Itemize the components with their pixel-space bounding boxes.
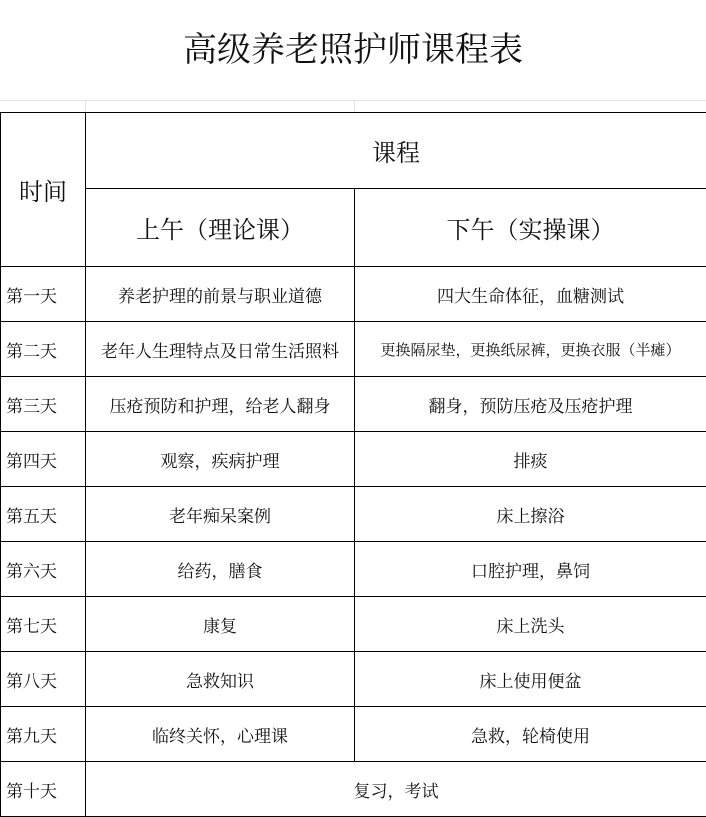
- table-row: [1, 377, 706, 432]
- afternoon-cell[interactable]: 床上洗头: [355, 597, 706, 652]
- header-row-course: [1, 113, 706, 189]
- day-cell[interactable]: 第一天: [1, 267, 86, 322]
- day-cell[interactable]: 第七天: [1, 597, 86, 652]
- table-row: [1, 542, 706, 597]
- table-row: [1, 267, 706, 322]
- page-title: 高级养老照护师课程表: [0, 0, 706, 100]
- afternoon-cell[interactable]: 翻身，预防压疮及压疮护理: [355, 377, 706, 432]
- morning-cell[interactable]: 临终关怀，心理课: [86, 707, 355, 762]
- day-cell[interactable]: 第九天: [1, 707, 86, 762]
- day-cell[interactable]: 第八天: [1, 652, 86, 707]
- afternoon-cell[interactable]: 急救，轮椅使用: [355, 707, 706, 762]
- table-row: [1, 597, 706, 652]
- morning-cell[interactable]: 老年痴呆案例: [86, 487, 355, 542]
- day-cell[interactable]: 第四天: [1, 432, 86, 487]
- table-row: [1, 652, 706, 707]
- afternoon-cell[interactable]: 口腔护理，鼻饲: [355, 542, 706, 597]
- afternoon-cell[interactable]: 四大生命体征，血糖测试: [355, 267, 706, 322]
- table-row: [1, 707, 706, 762]
- afternoon-cell[interactable]: 更换隔尿垫，更换纸尿裤，更换衣服（半瘫）: [355, 322, 706, 377]
- table-row: [1, 322, 706, 377]
- morning-cell[interactable]: 压疮预防和护理，给老人翻身: [86, 377, 355, 432]
- day-cell[interactable]: 第三天: [1, 377, 86, 432]
- afternoon-cell[interactable]: 床上使用便盆: [355, 652, 706, 707]
- afternoon-cell[interactable]: 床上擦浴: [355, 487, 706, 542]
- day-cell[interactable]: 第二天: [1, 322, 86, 377]
- day-cell[interactable]: 第五天: [1, 487, 86, 542]
- header-time-cell[interactable]: 时间: [1, 113, 86, 267]
- day-cell[interactable]: 第十天: [1, 762, 86, 817]
- day-cell[interactable]: 第六天: [1, 542, 86, 597]
- table-row: [1, 487, 706, 542]
- morning-cell[interactable]: 老年人生理特点及日常生活照料: [86, 322, 355, 377]
- header-afternoon-cell[interactable]: 下午（实操课）: [355, 189, 706, 267]
- morning-cell[interactable]: 观察，疾病护理: [86, 432, 355, 487]
- morning-cell[interactable]: 给药，膳食: [86, 542, 355, 597]
- table-row: [1, 432, 706, 487]
- header-morning-cell[interactable]: 上午（理论课）: [86, 189, 355, 267]
- header-row-sessions: [1, 189, 706, 267]
- morning-cell[interactable]: 养老护理的前景与职业道德: [86, 267, 355, 322]
- morning-cell[interactable]: 急救知识: [86, 652, 355, 707]
- course-schedule-table: [0, 112, 706, 817]
- table-row: [1, 762, 706, 817]
- header-course-cell[interactable]: 课程: [86, 113, 706, 189]
- merged-review-cell[interactable]: 复习，考试: [86, 762, 706, 817]
- afternoon-cell[interactable]: 排痰: [355, 432, 706, 487]
- morning-cell[interactable]: 康复: [86, 597, 355, 652]
